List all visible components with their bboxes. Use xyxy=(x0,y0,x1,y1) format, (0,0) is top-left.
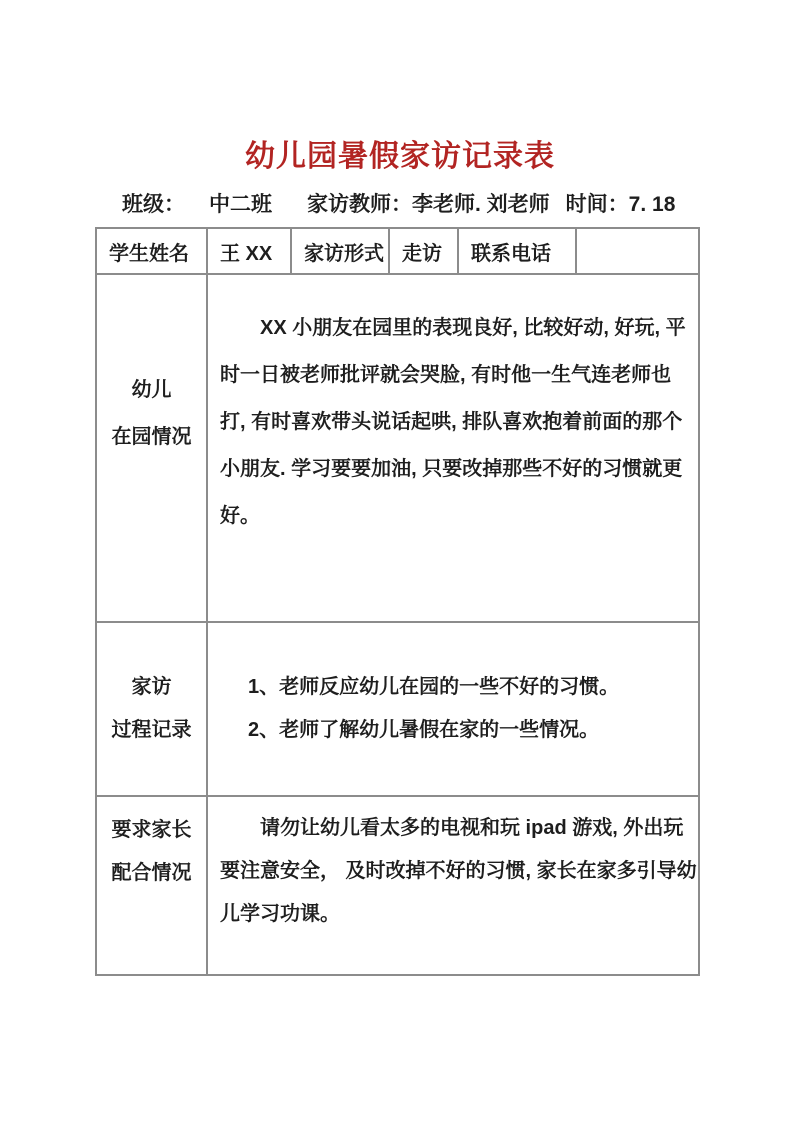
parent-cooperation-label-line1: 要求家长 xyxy=(111,819,192,841)
in-garden-text-line: 小朋友. 学习要要加油, 只要改掉那些不好的习惯就更 xyxy=(220,458,683,480)
page-title: 幼儿园暑假家访记录表 xyxy=(245,140,555,173)
parent-cooperation-text-line: 请勿让幼儿看太多的电视和玩 ipad 游戏, 外出玩 xyxy=(260,817,684,839)
in-garden-text-line: 打, 有时喜欢带头说话起哄, 排队喜欢抱着前面的那个 xyxy=(220,411,683,433)
in-garden-text-cell xyxy=(207,274,699,622)
student-name-label-cell: 学生姓名 xyxy=(96,228,207,274)
in-garden-label-line1: 幼儿 xyxy=(131,378,172,401)
visit-form-value-cell: 走访 xyxy=(389,228,458,274)
parent-cooperation-label-line2: 配合情况 xyxy=(111,862,192,884)
visit-process-item: 2、老师了解幼儿暑假在家的一些情况。 xyxy=(248,719,600,741)
class-label: 班级： xyxy=(122,193,185,216)
time-label: 时间： xyxy=(565,193,629,216)
teacher-value: 李老师. 刘老师 xyxy=(412,193,550,216)
student-name-value-cell: 王 XX xyxy=(207,228,291,274)
in-garden-text-line: 好。 xyxy=(220,505,260,527)
table-row-header xyxy=(96,228,699,274)
phone-value-cell xyxy=(576,228,699,274)
parent-cooperation-text-line: 儿学习功课。 xyxy=(220,903,340,925)
table-row-visit-process xyxy=(96,622,699,796)
visit-process-label-cell xyxy=(96,622,207,796)
class-value: 中二班 xyxy=(209,193,272,216)
visit-process-label-line2: 过程记录 xyxy=(111,719,192,741)
visit-process-item: 1、老师反应幼儿在园的一些不好的习惯。 xyxy=(248,676,620,698)
in-garden-text-line: XX 小朋友在园里的表现良好, 比较好动, 好玩, 平 xyxy=(260,317,686,339)
in-garden-label-cell xyxy=(96,274,207,622)
parent-cooperation-text-line: 要注意安全， 及时改掉不好的习惯, 家长在家多引导幼 xyxy=(220,860,697,882)
teacher-label: 家访教师： xyxy=(307,193,412,216)
parent-cooperation-text-cell xyxy=(207,796,699,975)
visit-process-text-cell xyxy=(207,622,699,796)
parent-cooperation-label-cell xyxy=(96,796,207,975)
in-garden-text-line: 时一日被老师批评就会哭脸, 有时他一生气连老师也 xyxy=(220,364,672,386)
table-row-in-garden xyxy=(96,274,699,622)
visit-process-label-line1: 家访 xyxy=(131,676,172,698)
form-meta-line xyxy=(0,192,800,218)
time-value: 7. 18 xyxy=(628,193,676,216)
phone-label-cell: 联系电话 xyxy=(458,228,576,274)
home-visit-form-table xyxy=(95,227,700,976)
visit-form-label-cell: 家访形式 xyxy=(291,228,389,274)
table-row-parent-cooperation xyxy=(96,796,699,975)
in-garden-label-line2: 在园情况 xyxy=(111,425,192,448)
